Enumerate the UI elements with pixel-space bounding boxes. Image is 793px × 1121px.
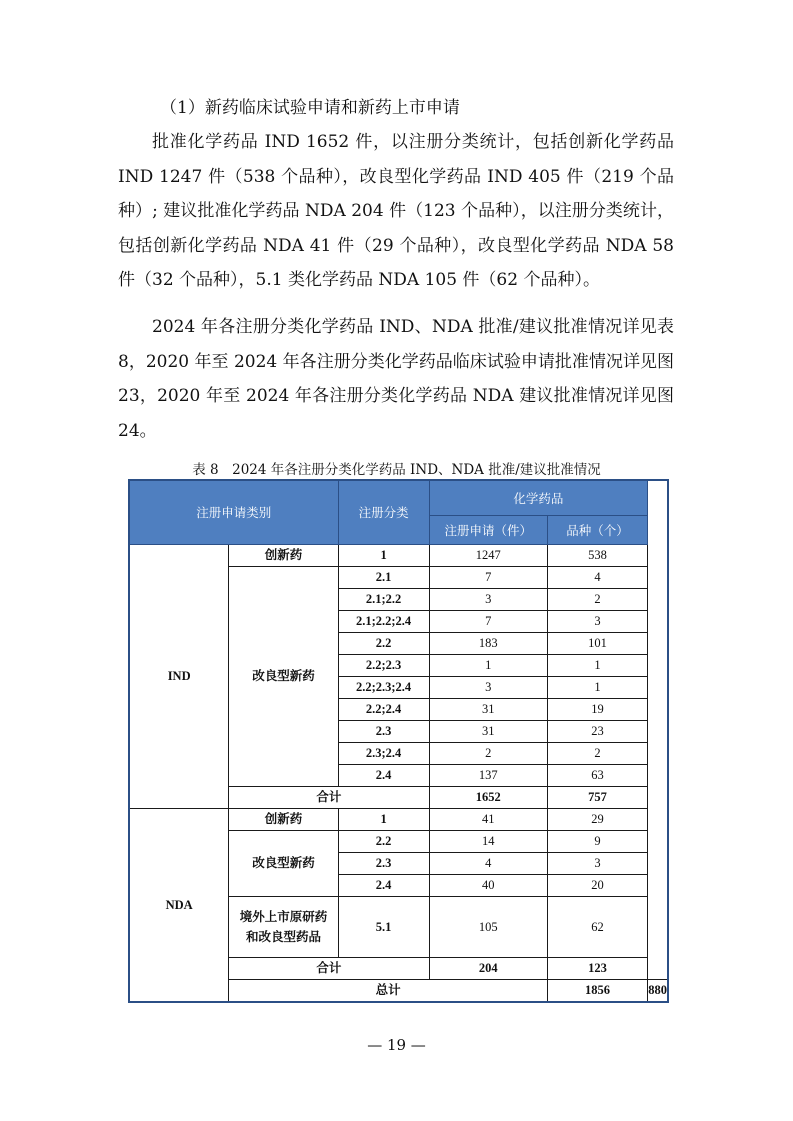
row-class: 2.2 <box>338 831 429 853</box>
row-apps: 183 <box>429 633 547 655</box>
row-apps: 2 <box>429 743 547 765</box>
header-varieties: 品种（个） <box>547 516 647 545</box>
row-class: 2.2 <box>338 633 429 655</box>
row-class: 2.2;2.4 <box>338 699 429 721</box>
row-vars: 1 <box>547 655 647 677</box>
row-vars: 9 <box>547 831 647 853</box>
nda-innovative-apps: 41 <box>429 809 547 831</box>
row-vars: 2 <box>547 743 647 765</box>
row-vars: 63 <box>547 765 647 787</box>
ind-improved-label: 改良型新药 <box>229 567 338 787</box>
ind-innovative-class: 1 <box>338 545 429 567</box>
row-class: 2.4 <box>338 875 429 897</box>
header-class: 注册分类 <box>338 480 429 545</box>
row-class: 2.2;2.3 <box>338 655 429 677</box>
nda-subtotal-label: 合计 <box>229 958 429 980</box>
row-apps: 3 <box>429 589 547 611</box>
nda-innovative-vars: 29 <box>547 809 647 831</box>
row-vars: 3 <box>547 611 647 633</box>
row-class: 2.1;2.2 <box>338 589 429 611</box>
row-vars: 101 <box>547 633 647 655</box>
row-class: 2.1;2.2;2.4 <box>338 611 429 633</box>
row-class: 2.1 <box>338 567 429 589</box>
ind-innovative-label: 创新药 <box>229 545 338 567</box>
ind-label: IND <box>129 545 229 809</box>
nda-improved-label: 改良型新药 <box>229 831 338 897</box>
paragraph-figure-references: 2024 年各注册分类化学药品 IND、NDA 批准/建议批准情况详见表 8，2020 年至 2024 年各注册分类化学药品临床试验申请批准情况详见图 23，2020 年至 2024 年各注册分类化学药品 NDA 建议批准情况详见图 24。 <box>118 317 674 441</box>
row-vars: 19 <box>547 699 647 721</box>
table-row <box>129 809 668 831</box>
row-vars: 20 <box>547 875 647 897</box>
nda-innovative-label: 创新药 <box>229 809 338 831</box>
row-vars: 1 <box>547 677 647 699</box>
row-apps: 14 <box>429 831 547 853</box>
ind-innovative-vars: 538 <box>547 545 647 567</box>
table-caption: 表 8 2024 年各注册分类化学药品 IND、NDA 批准/建议批准情况 <box>192 462 601 478</box>
paragraph-ind-nda-summary: 批准化学药品 IND 1652 件，以注册分类统计，包括创新化学药品 IND 1247 件（538 个品种），改良型化学药品 IND 405 件（219 个品种）; 建议批准化学药品 NDA 204 件（123 个品种），以注册分类统计，包括创新化学药品 NDA 41 件（29 个品种），改良型化学药品 NDA 58 件（32 个品种），5.1 类化学药品 NDA 105 件（62 个品种）。 <box>118 132 674 291</box>
row-vars: 23 <box>547 721 647 743</box>
section-heading: （1）新药临床试验申请和新药上市申请 <box>160 98 460 118</box>
row-apps: 40 <box>429 875 547 897</box>
row-class: 2.3 <box>338 721 429 743</box>
approval-table <box>128 479 669 1003</box>
grand-total-label: 总计 <box>229 980 548 1003</box>
row-apps: 3 <box>429 677 547 699</box>
row-vars: 3 <box>547 853 647 875</box>
table-row <box>129 545 668 567</box>
row-apps: 4 <box>429 853 547 875</box>
ind-subtotal-vars: 757 <box>547 787 647 809</box>
row-apps: 7 <box>429 567 547 589</box>
nda-overseas-vars: 62 <box>547 897 647 958</box>
row-class: 2.3 <box>338 853 429 875</box>
header-chem-drugs: 化学药品 <box>429 480 648 516</box>
grand-total-apps: 1856 <box>547 980 647 1003</box>
row-class: 2.3;2.4 <box>338 743 429 765</box>
row-apps: 137 <box>429 765 547 787</box>
header-category: 注册申请类别 <box>129 480 338 545</box>
grand-total-vars: 880 <box>648 980 668 1003</box>
nda-label: NDA <box>129 809 229 1003</box>
row-class: 2.4 <box>338 765 429 787</box>
nda-overseas-label: 境外上市原研药和改良型药品 <box>229 897 338 958</box>
row-apps: 31 <box>429 721 547 743</box>
ind-subtotal-label: 合计 <box>229 787 429 809</box>
row-class: 2.2;2.3;2.4 <box>338 677 429 699</box>
row-apps: 31 <box>429 699 547 721</box>
row-apps: 7 <box>429 611 547 633</box>
nda-overseas-class: 5.1 <box>338 897 429 958</box>
nda-innovative-class: 1 <box>338 809 429 831</box>
page-number: — 19 — <box>367 1036 426 1054</box>
table-header-row <box>129 480 668 516</box>
ind-subtotal-apps: 1652 <box>429 787 547 809</box>
nda-subtotal-vars: 123 <box>547 958 647 980</box>
header-applications: 注册申请（件） <box>429 516 547 545</box>
row-vars: 2 <box>547 589 647 611</box>
ind-innovative-apps: 1247 <box>429 545 547 567</box>
row-vars: 4 <box>547 567 647 589</box>
row-apps: 1 <box>429 655 547 677</box>
nda-overseas-apps: 105 <box>429 897 547 958</box>
nda-subtotal-apps: 204 <box>429 958 547 980</box>
